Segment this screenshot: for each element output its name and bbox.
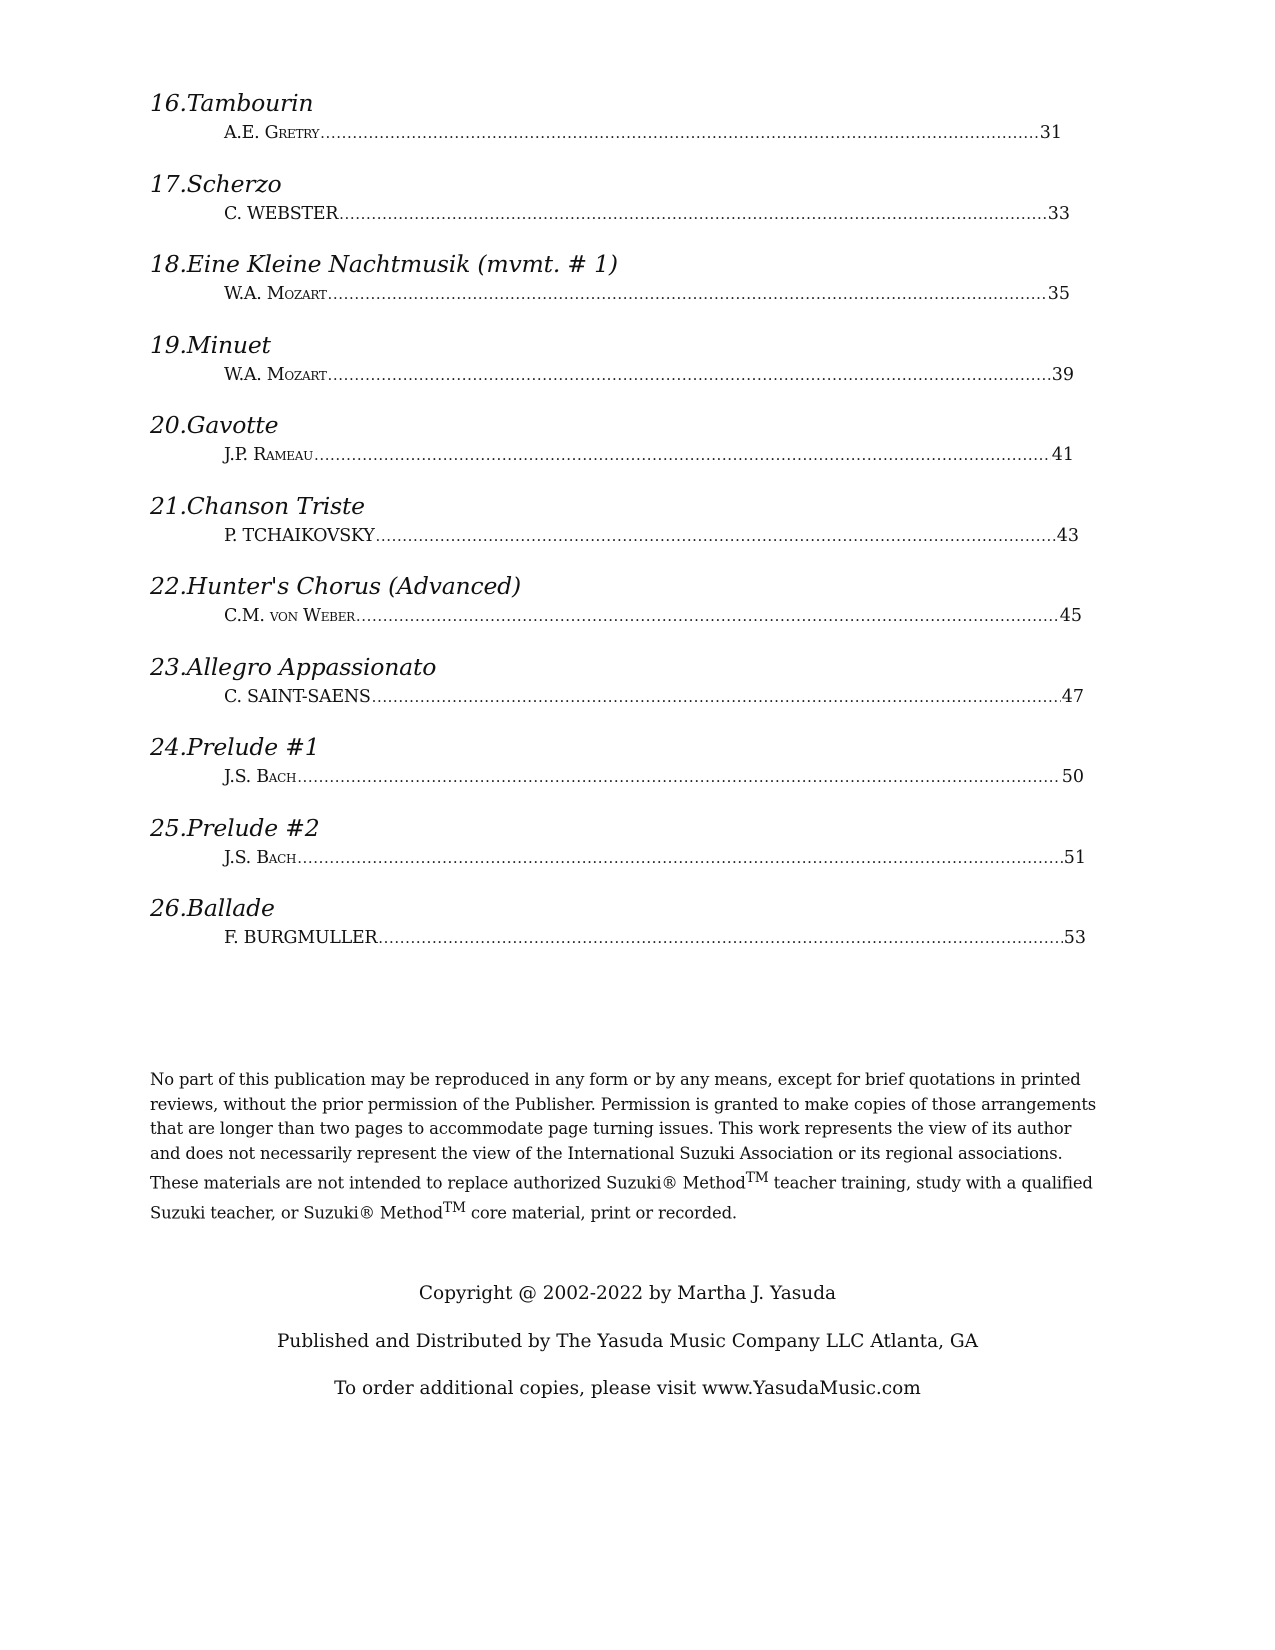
trademark-symbol: TM [745,1170,769,1186]
entry-composer: C. SAINT-SAENS [224,686,371,707]
entry-page-number: 47 [1061,686,1084,707]
entry-composer-line [224,686,1084,708]
entry-number: 26. [150,894,187,922]
toc-entry [150,652,1090,733]
entry-page-number: 31 [1039,123,1062,143]
dot-leader [320,122,1039,144]
entry-title [150,813,1090,843]
entry-composer-line [224,203,1070,225]
entry-composer: W.A. Mozart [224,284,327,304]
entry-composer: J.S. Bach [224,767,297,787]
toc-entry [150,410,1090,491]
entry-title-text: Hunter's Chorus (Advanced) [186,572,521,600]
entry-number: 20. [150,411,187,439]
entry-page-number: 51 [1063,847,1086,868]
entry-title [150,330,1090,360]
copyright-line: Copyright @ 2002-2022 by Martha J. Yasuda [418,1283,837,1304]
entry-number: 19. [150,330,187,359]
entry-composer-line [224,364,1074,386]
entry-composer: F. BURGMULLER [224,928,378,948]
entry-title-text: Scherzo [186,169,282,198]
entry-title-text: Ballade [186,894,275,922]
entry-composer-line [224,444,1074,466]
table-of-contents [150,88,1090,974]
copyright-notice-paragraph [150,1068,1105,1226]
entry-composer-line [224,927,1086,949]
dot-leader [375,525,1055,547]
entry-composer-line [224,122,1062,144]
entry-title-text: Gavotte [186,411,279,439]
entry-number: 17. [150,169,187,198]
entry-number: 24. [150,733,187,761]
toc-entry [150,169,1090,250]
entry-title [150,571,1090,601]
entry-page-number: 41 [1051,445,1074,465]
dot-leader [297,766,1061,788]
entry-number: 22. [150,572,187,600]
dot-leader [297,847,1063,869]
entry-title [150,249,1090,279]
entry-composer: A.E. Gretry [224,123,320,143]
notice-text: No part of this publication may be reproduced in any form or by any means, except for brief quotations in printed reviews, without the prior permission of the Publisher. Permission is granted to make copies of those arrangements that are longer than two pages to accommodate page turning issues. This work represents the view of its author and does not necessarily represent the view of the International Suzuki Association or its regional associations. These materials are not intended to replace authorized Suzuki® Method [150,1070,1097,1193]
entry-page-number: 35 [1047,284,1070,304]
order-line: To order additional copies, please visit www.YasudaMusic.com [334,1378,921,1399]
entry-title [150,893,1090,923]
trademark-symbol: TM [443,1199,466,1216]
publication-footer [150,1280,1105,1423]
entry-title [150,652,1090,682]
entry-title [150,410,1090,440]
entry-title-text: Prelude #2 [186,813,320,842]
entry-page-number: 33 [1047,203,1070,224]
dot-leader [328,364,1051,386]
entry-title-text: Chanson Triste [186,491,365,520]
entry-composer: C. WEBSTER [224,203,339,224]
entry-title [150,169,1090,199]
entry-composer: J.P. Rameau [224,445,313,465]
entry-page-number: 39 [1051,364,1074,385]
entry-title-text: Eine Kleine Nachtmusik (mvmt. # 1) [186,250,618,278]
dot-leader [372,686,1061,708]
dot-leader [339,203,1047,225]
entry-number: 25. [150,813,187,842]
toc-entry [150,571,1090,652]
entry-composer: W.A. Mozart [224,364,327,385]
notice-text: teacher training, study with a qualified Suzuki teacher, or Suzuki® Method [150,1173,1093,1223]
dot-leader [314,444,1051,466]
entry-composer-line [224,283,1070,305]
entry-number: 18. [150,250,187,278]
entry-page-number: 50 [1061,767,1084,787]
entry-page-number: 53 [1063,928,1086,948]
entry-composer-line [224,525,1079,547]
entry-number: 23. [150,652,187,681]
dot-leader [328,283,1047,305]
entry-number: 16. [150,89,187,117]
entry-number: 21. [150,491,187,520]
toc-entry [150,330,1090,411]
entry-title-text: Prelude #1 [186,733,320,761]
toc-entry [150,491,1090,572]
entry-page-number: 43 [1056,525,1079,546]
toc-entry [150,813,1090,894]
entry-composer: C.M. von Weber [224,606,355,626]
publisher-line: Published and Distributed by The Yasuda Music Company LLC Atlanta, GA [276,1330,979,1352]
notice-text: core material, print or recorded. [465,1203,737,1223]
entry-page-number: 45 [1059,606,1082,626]
toc-entry [150,88,1090,169]
dot-leader [356,605,1059,627]
entry-title [150,88,1090,118]
entry-composer: J.S. Bach [224,847,297,868]
entry-title-text: Minuet [186,330,271,359]
entry-composer-line [224,847,1086,869]
entry-composer-line [224,605,1082,627]
entry-title [150,491,1090,521]
entry-title [150,732,1090,762]
toc-entry [150,249,1090,330]
entry-composer: P. TCHAIKOVSKY [224,525,375,546]
entry-title-text: Allegro Appassionato [186,652,437,681]
entry-composer-line [224,766,1084,788]
dot-leader [378,927,1062,949]
entry-title-text: Tambourin [186,89,314,117]
toc-entry [150,732,1090,813]
toc-entry [150,893,1090,974]
